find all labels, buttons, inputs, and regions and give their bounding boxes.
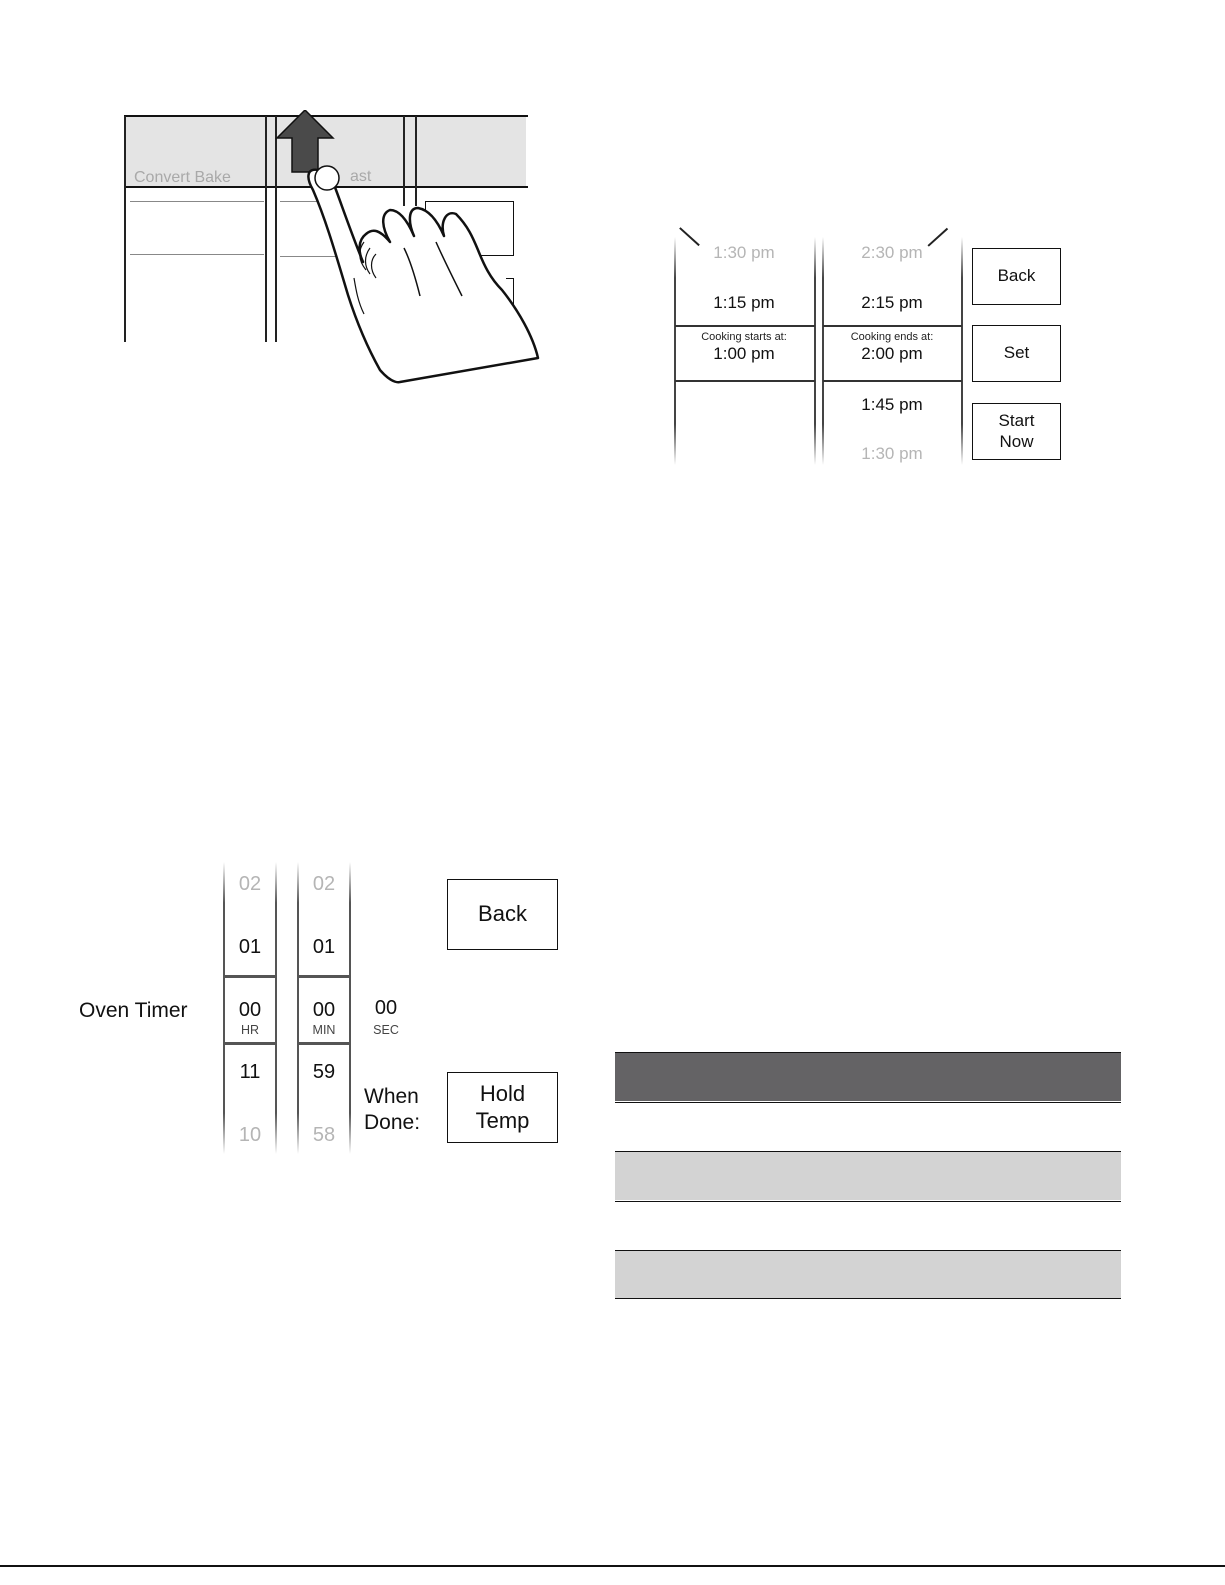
table-header-row [615,1052,1121,1101]
end-time-option[interactable]: 2:30 pm [861,243,923,262]
delay-start-picker [670,225,1090,475]
hold-temp-button[interactable]: Hold Temp [447,1072,558,1143]
tab-convert-bake[interactable]: Convert Bake [134,169,231,186]
minutes-option[interactable]: 58 [312,1124,336,1146]
table-row [615,1151,1121,1200]
back-button[interactable]: Back [447,879,558,950]
table-row [615,1102,1121,1151]
minutes-selected[interactable]: 00 [312,999,336,1021]
hours-unit-label: HR [240,1023,260,1037]
hours-option[interactable]: 01 [238,936,262,958]
page-bottom-rule [0,1565,1225,1567]
back-button[interactable]: Back [972,248,1061,305]
when-done-label: When Done: [364,1085,421,1134]
end-time-option[interactable]: 2:15 pm [861,293,923,312]
start-time-caption: Cooking starts at: [701,331,787,343]
hours-option[interactable]: 02 [238,873,262,895]
striped-table [615,1052,1121,1302]
end-time-option[interactable]: 1:30 pm [861,444,923,463]
end-time-option[interactable]: 1:45 pm [861,395,923,414]
hours-scroller[interactable] [224,862,276,1154]
minutes-option[interactable]: 01 [312,936,336,958]
end-time-caption: Cooking ends at: [850,331,934,343]
end-time-scroller[interactable] [822,225,963,475]
oven-timer-panel [70,862,570,1162]
start-time-option[interactable]: 1:15 pm [713,293,775,312]
set-button[interactable]: Set [972,325,1061,382]
minutes-option[interactable]: 02 [312,873,336,895]
start-time-selected[interactable]: 1:00 pm [713,344,775,363]
hours-option[interactable]: 10 [238,1124,262,1146]
table-row [615,1201,1121,1250]
hours-selected[interactable]: 00 [238,999,262,1021]
start-time-option[interactable]: 1:30 pm [713,243,775,262]
minutes-scroller[interactable] [298,862,350,1154]
end-time-selected[interactable]: 2:00 pm [861,344,923,363]
swipe-gesture-art [118,110,558,400]
seconds-value: 00 [374,997,398,1019]
minutes-unit-label: MIN [312,1023,336,1037]
start-now-button[interactable]: Start Now [972,403,1061,460]
start-time-scroller[interactable] [674,225,815,475]
tab-convert-roast[interactable]: ast [350,168,372,185]
oven-timer-label: Oven Timer [79,999,188,1022]
up-arrow-icon [277,110,333,172]
seconds-unit-label: SEC [373,1023,399,1037]
hours-option[interactable]: 11 [239,1061,261,1083]
minutes-option[interactable]: 59 [312,1061,336,1083]
hand-pointer-icon [308,166,538,382]
swipe-gesture-figure [118,110,558,400]
table-row [615,1250,1121,1299]
